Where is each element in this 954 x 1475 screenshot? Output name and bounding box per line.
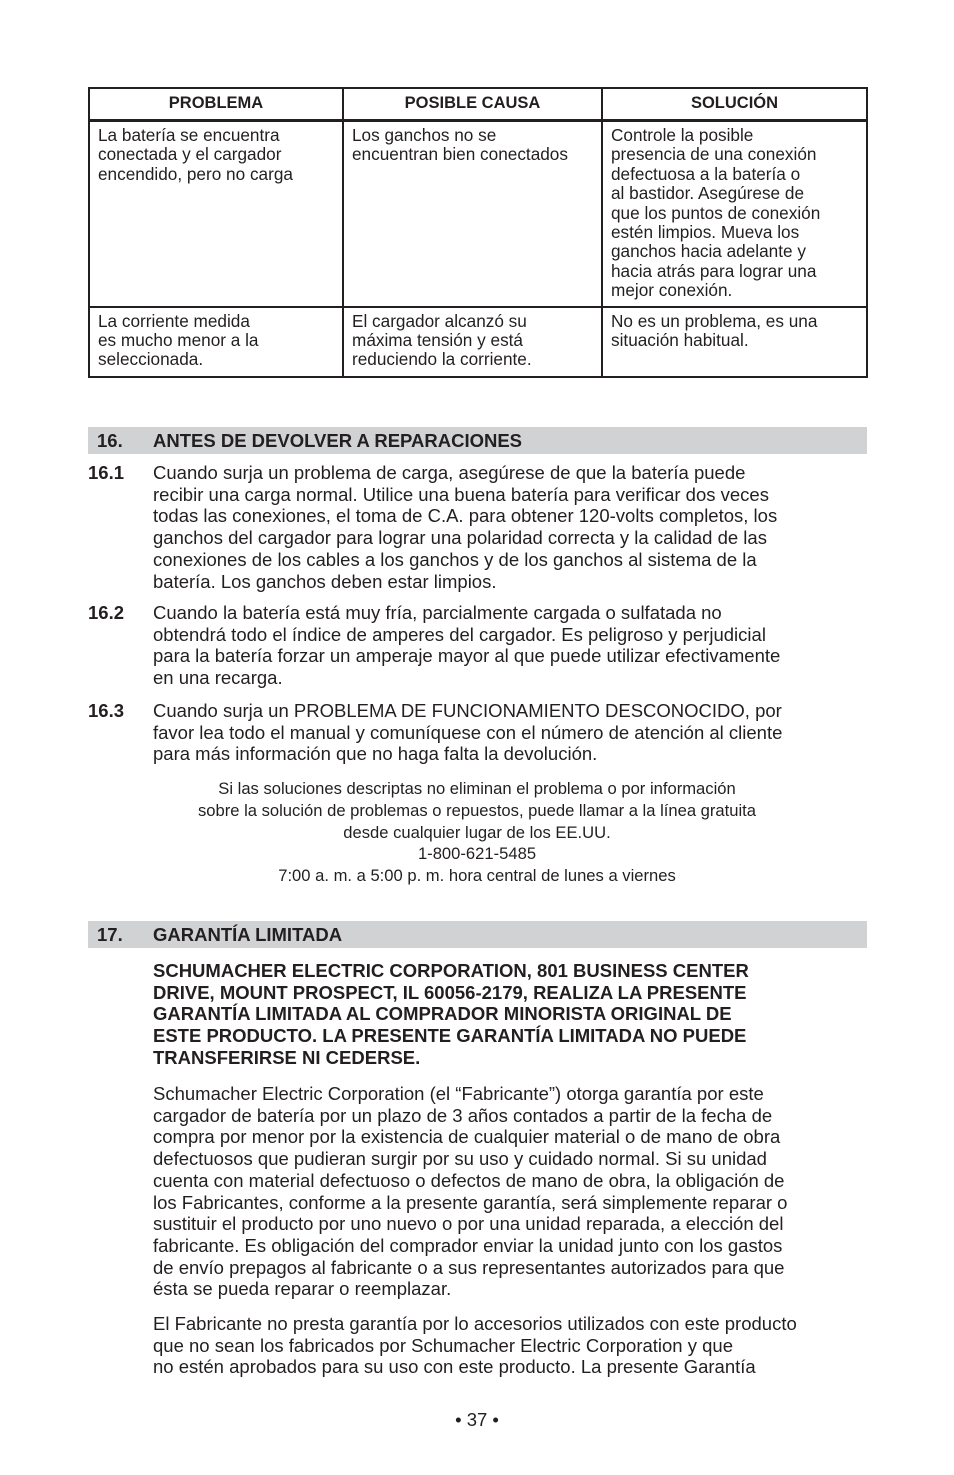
troubleshooting-table xyxy=(88,87,868,378)
list-item-16-1 xyxy=(88,462,868,592)
section-17-header xyxy=(88,921,867,948)
item-number: 16.1 xyxy=(88,462,125,483)
cell-solucion: No es un problema, es una situación habitual. xyxy=(602,307,867,377)
warranty-paragraph-2: El Fabricante no presta garantía por lo accesorios utilizados con este producto que no sean los fabricados por Schumacher Electric Corporation y que no estén aprobados para su uso con este producto. La presente Garantía xyxy=(153,1313,797,1378)
item-number: 16.2 xyxy=(88,602,125,623)
cell-problema: La corriente medida es mucho menor a la seleccionada. xyxy=(89,307,343,377)
customer-service-notice xyxy=(88,778,866,887)
item-text: Cuando surja un problema de carga, asegúrese de que la batería puede recibir una carga normal. Utilice una buena batería para verificar dos veces todas las conexiones, el toma de C.A. para obtener 120-volts completos, los ganchos del cargador para lograr una polaridad correcta y la calidad de las conexiones de los cables a los ganchos y de los ganchos al sistema de la batería. Los ganchos deben estar limpios. xyxy=(153,462,778,592)
notice-line: sobre la solución de problemas o repuestos, puede llamar a la línea gratuita xyxy=(197,800,757,820)
section-number: 17. xyxy=(97,924,123,945)
warranty-paragraph-1: Schumacher Electric Corporation (el “Fabricante”) otorga garantía por este cargador de batería por un plazo de 3 años contados a partir de la fecha de compra por menor por la existencia de cualquier material o de mano de obra defectuosos que pudieran surgir por su uso y cuidado normal. Si su unidad cuenta con material defectuoso o defectos de mano de obra, la obligación de los Fabricantes, conforme a la presente garantía, será simplemente reparar o sustituir el producto por uno nuevo o por una unidad reparada, a elección del fabricante. Es obligación del comprador enviar la unidad junto con los gastos de envío prepagos al fabricante o a sus representantes autorizados para que ésta se pueda reparar o reemplazar. xyxy=(153,1083,788,1300)
section-16-header xyxy=(88,427,867,454)
warranty-bold-paragraph: SCHUMACHER ELECTRIC CORPORATION, 801 BUSINESS CENTER DRIVE, MOUNT PROSPECT, IL 60056-2179, REALIZA LA PRESENTE GARANTÍA LIMITADA AL COMPRADOR MINORISTA ORIGINAL DE ESTE PRODUCTO. LA PRESENTE GARANTÍA LIMITADA NO PUEDE TRANSFERIRSE NI CEDERSE. xyxy=(153,960,749,1068)
list-item-16-2 xyxy=(88,602,868,689)
table-header-row xyxy=(89,88,867,121)
item-text: Cuando surja un PROBLEMA DE FUNCIONAMIENTO DESCONOCIDO, por favor lea todo el manual y comuníquese con el número de atención al cliente para más información que no haga falta la devolución. xyxy=(153,700,783,765)
notice-line: Si las soluciones descriptas no eliminan el problema o por información xyxy=(218,779,736,798)
item-text: Cuando la batería está muy fría, parcialmente cargada o sulfatada no obtendrá todo el índice de amperes del cargador. Es peligroso y perjudicial para la batería forzar un amperaje mayor al que puede utilizar efectivamente en una recarga. xyxy=(153,602,781,689)
section-title: ANTES DE DEVOLVER A REPARACIONES xyxy=(153,430,523,451)
section-title: GARANTÍA LIMITADA xyxy=(153,924,343,945)
header-solucion: SOLUCIÓN xyxy=(602,88,867,121)
table-row xyxy=(89,121,867,307)
header-problema: PROBLEMA xyxy=(89,88,343,121)
cell-problema: La batería se encuentra conectada y el cargador encendido, pero no carga xyxy=(89,121,343,307)
section-number: 16. xyxy=(97,430,123,451)
list-item-16-3 xyxy=(88,700,868,765)
page-number: • 37 • xyxy=(455,1409,499,1430)
cell-causa: Los ganchos no se encuentran bien conectados xyxy=(343,121,602,307)
table-row xyxy=(89,307,867,377)
notice-line: desde cualquier lugar de los EE.UU. xyxy=(343,822,611,842)
cell-solucion: Controle la posible presencia de una conexión defectuosa a la batería o al bastidor. Asegúrese de que los puntos de conexión estén limpios. Mueva los ganchos hacia adelante y hacia atrás para lograr una mejor conexión. xyxy=(602,121,867,307)
cell-causa: El cargador alcanzó su máxima tensión y está reduciendo la corriente. xyxy=(343,307,602,377)
phone-number: 1-800-621-5485 xyxy=(417,844,537,864)
item-number: 16.3 xyxy=(88,700,125,721)
service-hours: 7:00 a. m. a 5:00 p. m. hora central de lunes a viernes xyxy=(278,866,676,886)
header-posible-causa: POSIBLE CAUSA xyxy=(343,88,602,121)
